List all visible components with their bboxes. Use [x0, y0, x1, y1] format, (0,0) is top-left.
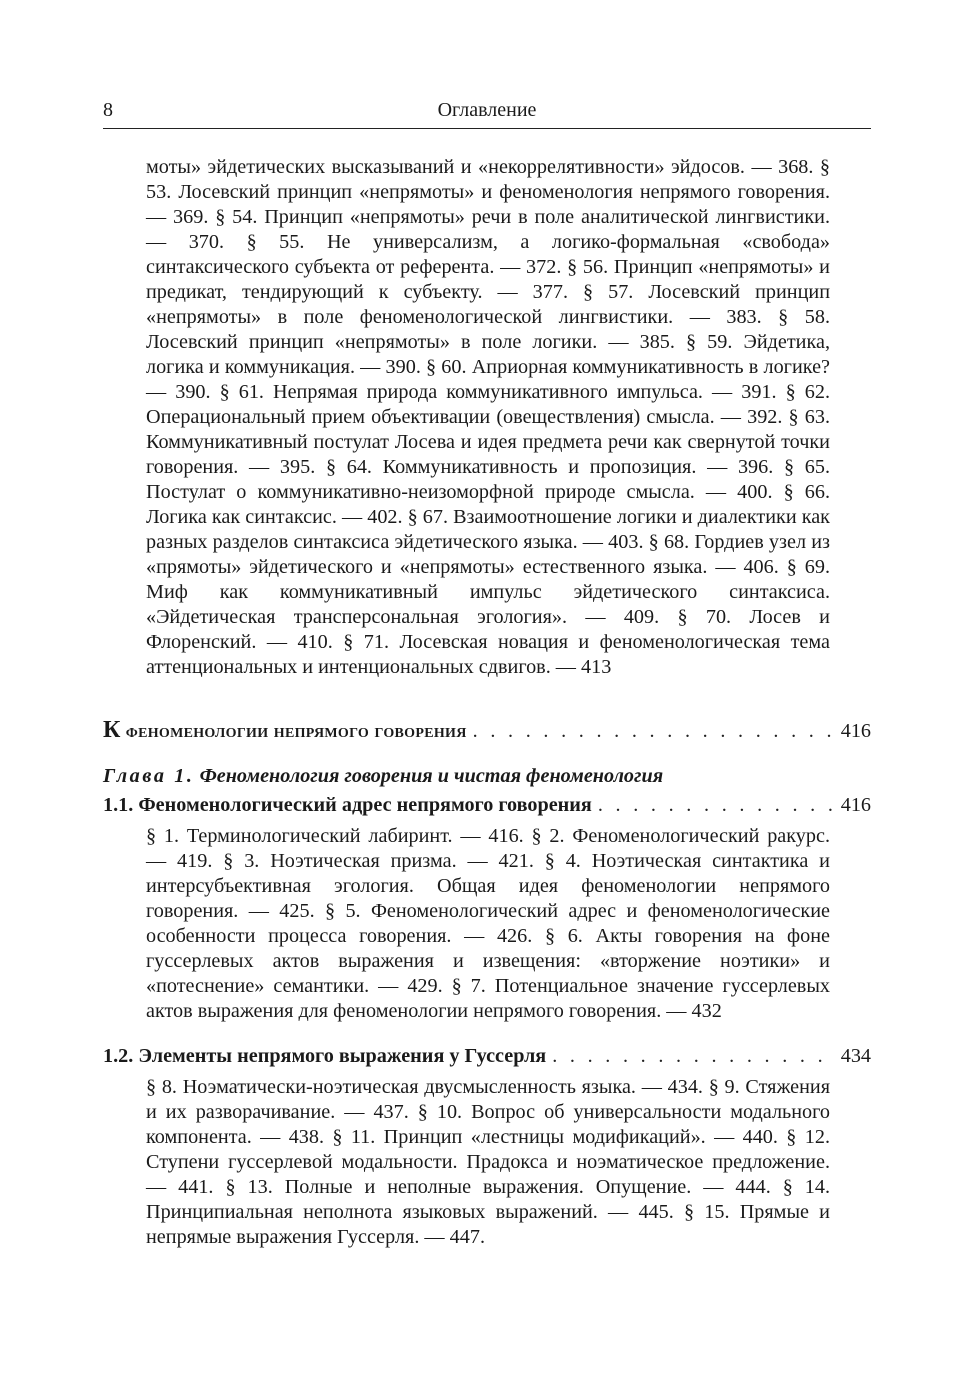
chapter-heading — [103, 764, 871, 789]
dot-leader — [473, 719, 835, 744]
section-heading — [103, 1044, 871, 1069]
part-title-rest: феноменологии непрямого говорения — [120, 720, 467, 742]
page-number: 8 — [103, 99, 113, 121]
continuation-paragraph: моты» эйдетических высказываний и «некоррелятивности» эйдосов. — 368. § 53. Лосевский принцип «непрямоты» и феноменология непрямого говорения. — 369. § 54. Принцип «непрямоты» речи в поле аналитической лингвистики. — 370. § 55. Не универсализм, а логико-формальная «свобода» синтаксического субъекта от референта. — 372. § 56. Принцип «непрямоты» и предикат, тендирующий к субъекту. — 377. § 57. Лосевский принцип «непрямоты» в поле феноменологической лингвистики. — 383. § 58. Лосевский принцип «непрямоты» в поле логики. — 385. § 59. Эйдетика, логика и коммуникация. — 390. § 60. Априорная коммуникативность в логике? — 390. § 61. Непрямая природа коммуникативного импульса. — 391. § 62. Операциональный прием объективации (овеществления) смысла. — 392. § 63. Коммуникативный постулат Лосева и идея предмета речи как свернутой точки говорения. — 395. § 64. Коммуникативность и пропозиция. — 396. § 65. Постулат о коммуникативно-неизоморфной природе смысла. — 400. § 66. Логика как синтаксис. — 402. § 67. Взаимоотношение логики и диалектики как разных разделов синтаксиса эйдетического языка. — 403. § 68. Гордиев узел из «прямоты» эйдетического и «непрямоты» естественного языка. — 406. § 69. Миф как коммуникативный импульс эйдетического синтаксиса. «Эйдетическая трансперсональная эгология». — 409. § 70. Лосев и Флоренский. — 410. § 71. Лосевская новация и феноменологическая тема аттенциональных и интенциональных сдвигов. — 413 — [146, 156, 830, 678]
section-heading — [103, 793, 871, 818]
book-page — [103, 96, 871, 1270]
section-contents: § 1. Терминологический лабиринт. — 416. § 2. Феноменологический ракурс. — 419. § 3. Ноэтическая призма. — 421. § 4. Ноэтическая синтактика и интерсубъективная эгология. Общая идея феноменологии непрямого говорения. — 425. § 5. Феноменологический адрес и феноменологические особенности процесса говорения. — 426. § 6. Акты говорения на фоне гуссерлевых актов выражения и извещения: «вторжение ноэтики» и «потеснение» семантики. — 429. § 7. Потенциальное значение гуссерлевых актов выражения для феноменологии непрямого говорения. — 432 — [146, 825, 830, 1022]
chapter-label: Глава 1. — [103, 765, 195, 787]
running-head-title: Оглавление — [437, 99, 537, 121]
section-page-number: 416 — [840, 794, 871, 816]
section-title: 1.2. Элементы непрямого выражения у Гуссерля — [103, 1045, 547, 1068]
section-contents: § 8. Ноэматически-ноэтическая двусмысленность языка. — 434. § 9. Стяжения и их разворачивание. — 437. § 10. Вопрос об универсальности модального компонента. — 438. § 11. Принцип «лестницы модификаций». — 440. § 12. Ступени гуссерлевой модальности. Прадокса и ноэматическое предложение. — 441. § 13. Полные и неполные выражения. Опущение. — 444. § 14. Принципиальная неполнота языковых выражений. — 445. § 15. Прямые и непрямые выражения Гуссерля. — 447. — [146, 1076, 830, 1249]
running-head — [103, 96, 871, 129]
part-page-number: 416 — [840, 720, 871, 742]
chapter-title: Феноменология говорения и чистая феноменология — [194, 765, 664, 787]
part-heading — [103, 718, 871, 744]
section-title: 1.1. Феноменологический адрес непрямого говорения — [103, 794, 592, 816]
dot-leader — [598, 793, 835, 818]
part-title — [103, 718, 467, 744]
section-page-number: 434 — [840, 1045, 871, 1068]
dot-leader — [552, 1044, 835, 1069]
part-title-initial: К — [103, 717, 121, 743]
